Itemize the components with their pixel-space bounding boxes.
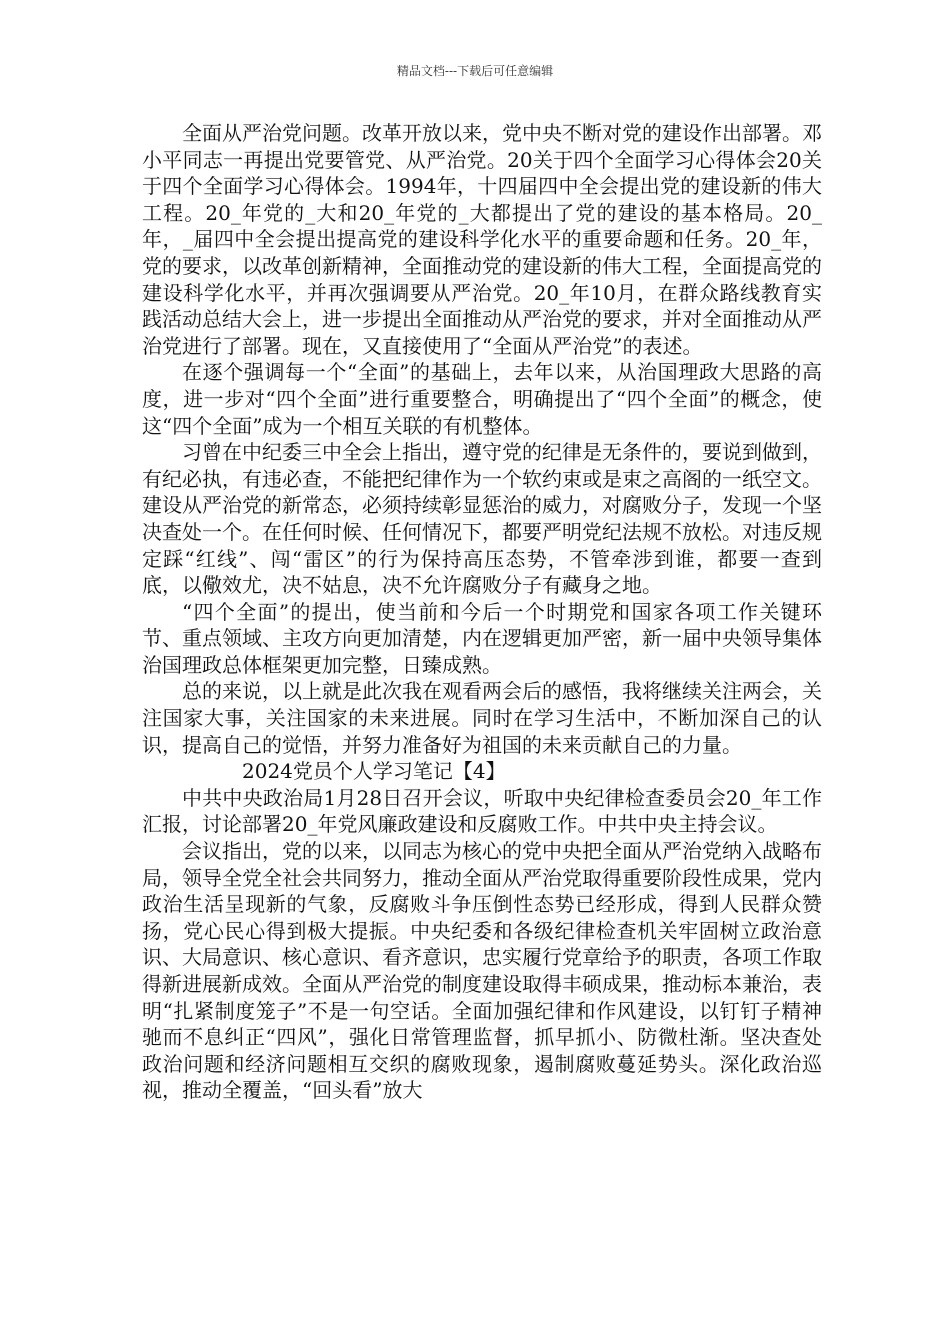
paragraph: 总的来说，以上就是此次我在观看两会后的感悟，我将继续关注两会，关注国家大事，关注国家的未来进展。同时在学习生活中，不断加深自己的认识，提高自己的觉悟，并努力准备好为祖国的未来贡献自己的力量。: [142, 679, 822, 757]
document-body: [142, 120, 822, 1104]
paragraph: 习曾在中纪委三中全会上指出，遵守党的纪律是无条件的，要说到做到，有纪必执，有违必查，不能把纪律作为一个软约束或是束之高阁的一纸空文。建设从严治党的新常态，必须持续彰显惩治的威力，对腐败分子，发现一个坚决查处一个。在任何时候、任何情况下，都要严明党纪法规不放松。对违反规定踩“红线”、闯“雷区”的行为保持高压态势，不管牵涉到谁，都要一查到底，以儆效尤，决不姑息，决不允许腐败分子有藏身之地。: [142, 440, 822, 598]
paragraph: 中共中央政治局1月28日召开会议，听取中央纪律检查委员会20_年工作汇报，讨论部署20_年党风廉政建设和反腐败工作。中共中央主持会议。: [142, 785, 822, 837]
paragraph: 会议指出，党的以来，以同志为核心的党中央把全面从严治党纳入战略布局，领导全党全社会共同努力，推动全面从严治党取得重要阶段性成果，党内政治生活呈现新的气象，反腐败斗争压倒性态势已经形成，得到人民群众赞扬，党心民心得到极大提振。中央纪委和各级纪律检查机关牢固树立政治意识、大局意识、核心意识、看齐意识，忠实履行党章给予的职责，各项工作取得新进展新成效。全面从严治党的制度建设取得丰硕成果，推动标本兼治，表明“扎紧制度笼子”不是一句空话。全面加强纪律和作风建设，以钉钉子精神驰而不息纠正“四风”，强化日常管理监督，抓早抓小、防微杜渐。坚决查处政治问题和经济问题相互交织的腐败现象，遏制腐败蔓延势头。深化政治巡视，推动全覆盖，“回头看”放大: [142, 839, 822, 1103]
paragraph: 全面从严治党问题。改革开放以来，党中央不断对党的建设作出部署。邓小平同志一再提出党要管党、从严治党。20关于四个全面学习心得体会20关于四个全面学习心得体会。1994年，十四届四中全会提出党的建设新的伟大工程。20_年党的_大和20_年党的_大都提出了党的建设的基本格局。20_年，_届四中全会提出提高党的建设科学化水平的重要命题和任务。20_年，党的要求，以改革创新精神，全面推动党的建设新的伟大工程，全面提高党的建设科学化水平，并再次强调要从严治党。20_年10月，在群众路线教育实践活动总结大会上，进一步提出全面推动从严治党的要求，并对全面推动从严治党进行了部署。现在，又直接使用了“全面从严治党”的表述。: [142, 121, 822, 358]
page-header: 精品文档---下载后可任意编辑: [396, 64, 554, 78]
section-heading: 2024党员个人学习笔记【4】: [242, 759, 506, 784]
paragraph: 在逐个强调每一个“全面”的基础上，去年以来，从治国理政大思路的高度，进一步对“四个全面”进行重要整合，明确提出了“四个全面”的概念，使这“四个全面”成为一个相互关联的有机整体。: [142, 360, 822, 438]
paragraph: “四个全面”的提出，使当前和今后一个时期党和国家各项工作关键环节、重点领域、主攻方向更加清楚，内在逻辑更加严密，新一届中央领导集体治国理政总体框架更加完整，日臻成熟。: [142, 599, 822, 677]
